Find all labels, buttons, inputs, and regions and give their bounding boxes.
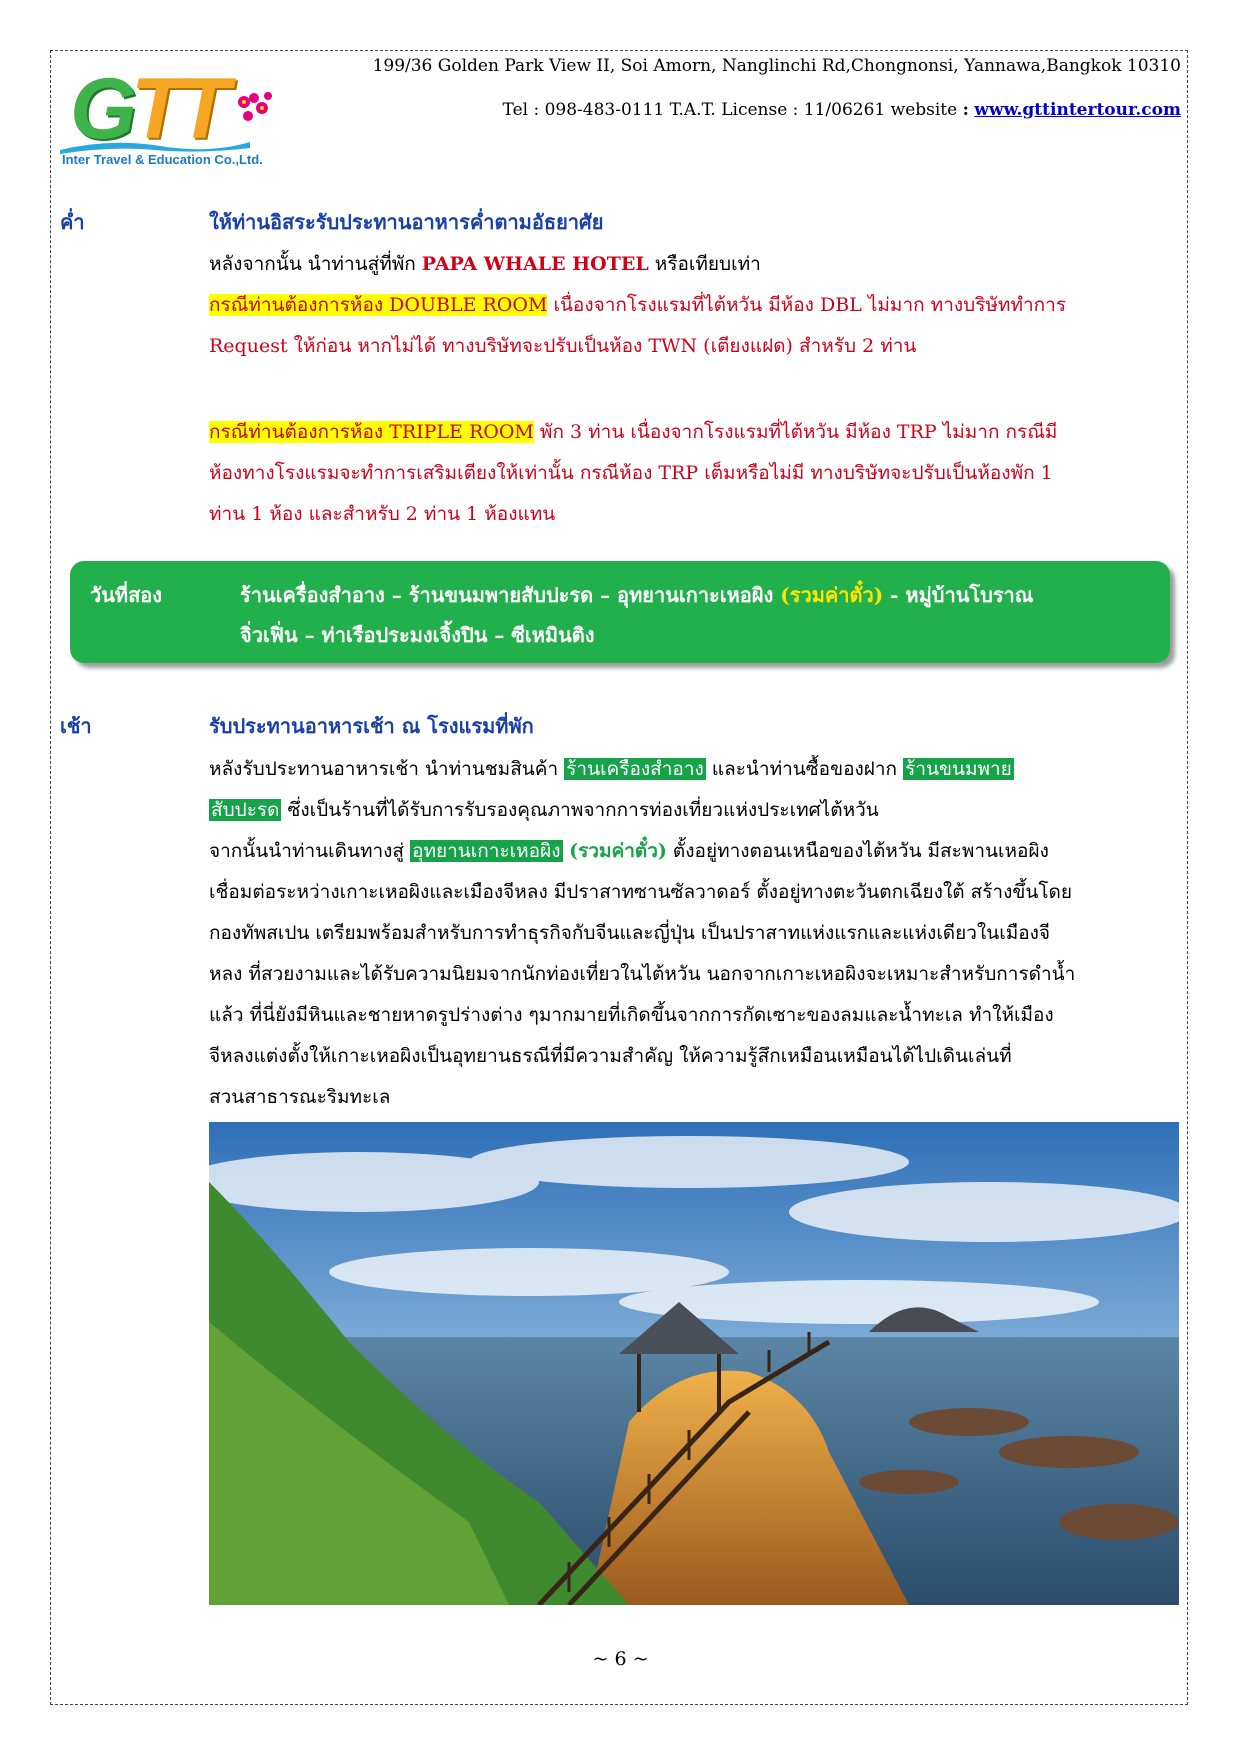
triple-room-line [209,417,1057,447]
breakfast-title: รับประทานอาหารเช้า ณ โรงแรมที่พัก [209,714,534,738]
double-room-text: เนื่องจากโรงแรมที่ไต้หวัน มีห้อง DBL ไม่มาก ทางบริษัททำการ [547,294,1067,316]
body-text: ตั้งอยู่ทางตอนเหนือของไต้หวัน มีสะพานเหอผิง [666,840,1049,862]
body-line-5: กองทัพสเปน เตรียมพร้อมสำหรับการทำธุรกิจกับจีนและญี่ปุ่น เป็นปราสาทแห่งแรกและแห่งเดียวในเมืองจี [209,922,1051,944]
heping-island-photo [209,1122,1179,1605]
body-line-1 [209,754,1014,784]
body-line-9: สวนสาธารณะริมทะเล [209,1086,391,1108]
body-line-8: จีหลงแต่งตั้งให้เกาะเหอผิงเป็นอุทยานธรณีที่มีความสำคัญ ให้ความรู้สึกเหมือนเหมือนได้ไปเดินเล่นที่ [209,1045,1012,1067]
body-line-7: แล้ว ที่นี่ยังมีหินและชายหาดรูปร่างต่าง ๆมากมายที่เกิดขึ้นจากการกัดเซาะของลมและน้ำทะเล ทำให้เมือง [209,1004,1054,1026]
meal-label-dinner: ค่ำ [60,210,85,234]
company-address: 199/36 Golden Park View II, Soi Amorn, Nanglinchi Rd,Chongnonsi, Yannawa,Bangkok 10310 [372,56,1181,76]
day-itinerary-line-1 [240,579,1033,611]
body-text: หลังรับประทานอาหารเช้า นำท่านชมสินค้า [209,758,565,780]
pineapple-cake-highlight-cont: สับปะรด [211,799,280,821]
triple-room-line-2: ห้องทางโรงแรมจะทำการเสริมเตียงให้เท่านั้น กรณีห้อง TRP เต็มหรือไม่มี ทางบริษัทจะปรับเป็นห้องพัก 1 [209,462,1053,484]
triple-room-highlight: กรณีท่านต้องการห้อง TRIPLE ROOM [209,421,534,443]
dinner-title: ให้ท่านอิสระรับประทานอาหารค่ำตามอัธยาศัย [209,210,604,234]
day-itinerary-line-2: จิ่วเฟิ่น – ท่าเรือประมงเจิ้งปิน – ซีเหมินติง [240,623,595,647]
ticket-included-note: (รวมค่าตั๋ว) [562,840,667,862]
logo-wordmark: GTT [70,61,224,157]
ticket-included: (รวมค่าตั๋ว) [780,583,884,607]
company-contact [503,100,1181,120]
body-line-4: เชื่อมต่อระหว่างเกาะเหอผิงและเมืองจีหลง มีปราสาทซานซัลวาดอร์ ตั้งอยู่ทางตะวันตกเฉียงใต้ สร้างขึ้นโดย [209,881,1073,903]
meal-label-breakfast: เช้า [60,714,92,738]
body-line-2 [209,795,879,825]
logo-subtitle: Inter Travel & Education Co.,Ltd. [62,152,263,167]
hotel-suffix: หรือเทียบเท่า [648,253,761,275]
hotel-name: PAPA WHALE HOTEL [421,253,649,275]
flower-icon [230,88,280,138]
itinerary-part-end: - หมู่บ้านโบราณ [883,583,1034,607]
body-text: และนำท่านซื้อของฝาก [705,758,904,780]
page-number: ~ 6 ~ [592,1648,649,1670]
double-room-highlight: กรณีท่านต้องการห้อง DOUBLE ROOM [209,294,548,316]
dinner-hotel-line [209,249,761,279]
website-link[interactable]: www.gttintertour.com [974,100,1181,120]
double-room-line-2: Request ให้ก่อน หากไม่ได้ ทางบริษัทจะปรับเป็นห้อง TWN (เตียงแฝด) สำหรับ 2 ท่าน [209,335,917,357]
company-logo [60,58,263,176]
contact-colon: : [962,100,969,120]
day-two-banner [70,561,1170,663]
double-room-line [209,290,1066,320]
body-line-6: หลง ที่สวยงามและได้รับความนิยมจากนักท่องเที่ยวในไต้หวัน นอกจากเกาะเหอผิงจะเหมาะสำหรับการดำน้ำ [209,963,1076,985]
triple-room-text: พัก 3 ท่าน เนื่องจากโรงแรมที่ไต้หวัน มีห้อง TRP ไม่มาก กรณีมี [533,421,1058,443]
day-label: วันที่สอง [90,583,163,607]
pineapple-cake-shop-highlight: ร้านขนมพาย [905,758,1012,780]
body-line-3 [209,836,1049,866]
body-text: ซึ่งเป็นร้านที่ได้รับการรับรองคุณภาพจากการท่องเที่ยวแห่งประเทศไต้หวัน [281,799,879,821]
itinerary-part: ร้านเครื่องสำอาง – ร้านขนมพายสับปะรด – อุทยานเกาะเหอผิง [240,583,781,607]
triple-room-line-3: ท่าน 1 ห้อง และสำหรับ 2 ท่าน 1 ห้องแทน [209,503,556,525]
hotel-intro: หลังจากนั้น นำท่านสู่ที่พัก [209,253,422,275]
cosmetics-shop-highlight: ร้านเครื่องสำอาง [566,758,704,780]
heping-park-highlight: อุทยานเกาะเหอผิง [412,840,561,862]
contact-text: Tel : 098-483-0111 T.A.T. License : 11/06261 website [502,100,958,120]
body-text: จากนั้นนำท่านเดินทางสู่ [209,840,411,862]
